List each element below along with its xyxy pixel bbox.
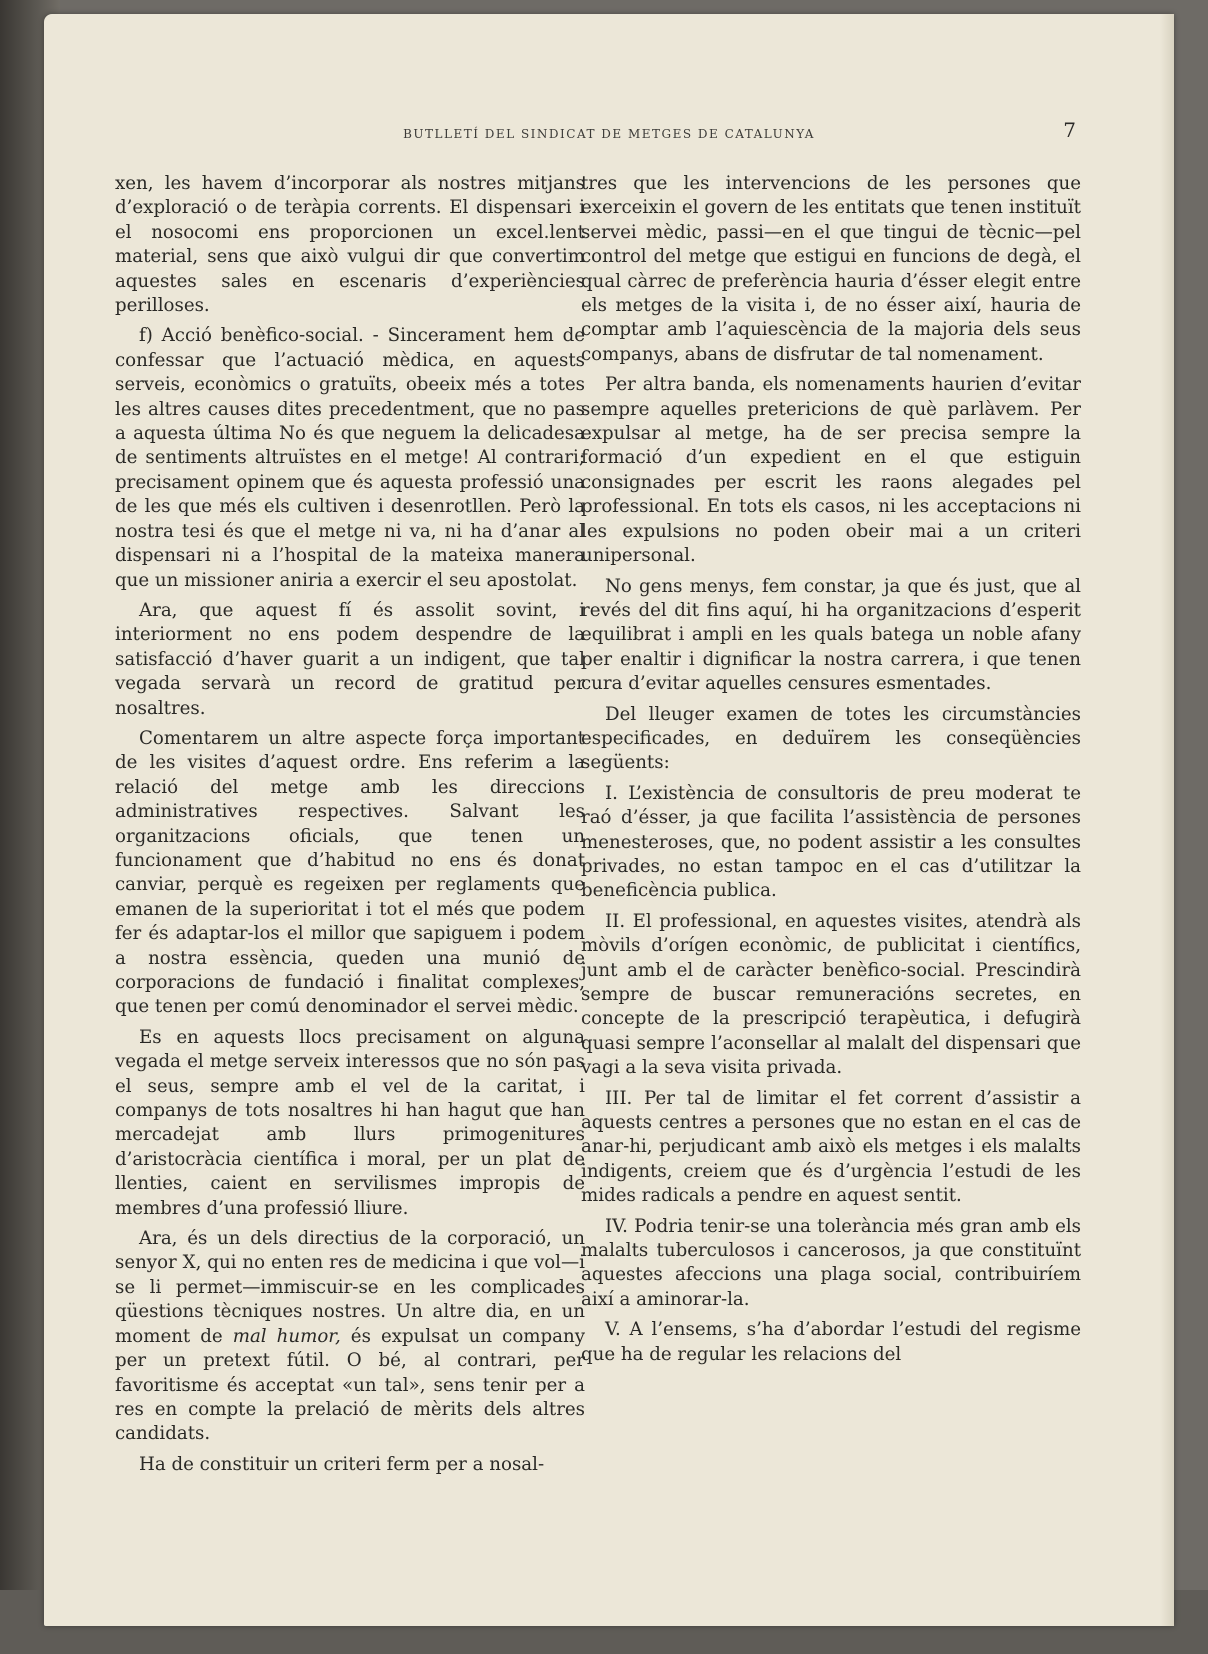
paragraph: Es en aquests llocs precisament on alguna vegada el metge serveix interessos que no són pas el seus, sempre amb el vel de la caritat, i companys de tots nosaltres hi han hagut que han mercadejat amb llurs primogenitures d’aristocràcia científica i moral, per un plat de llenties, caient en servilismes impropis de membres d’una professió lliure.: [115, 1026, 585, 1219]
running-header: BUTLLETÍ DEL SINDICAT DE METGES DE CATALUNYA: [403, 127, 815, 141]
left-column: [115, 172, 585, 1483]
paragraph: xen, les havem d’incorporar als nostres mitjans d’exploració o de teràpia corrents. El dispensari i el nosocomi ens proporcionen un excel.lent material, sens que això vulgui dir que convertim aquestes sales en escenaris d’experiències perilloses.: [115, 173, 585, 317]
paragraph: I. L’existència de consultoris de preu moderat te raó d’ésser, ja que facilita l’assistència de persones menesteroses, que, no podent assistir a les consultes privades, no estan tampoc en el cas d’utilitzar la beneficència publica.: [581, 782, 1081, 902]
paragraph: f) Acció benèfico-social. - Sincerament hem de confessar que l’actuació mèdica, en aquests serveis, econòmics o gratuïts, obeeix més a totes les altres causes dites precedentment, que no pas a aquesta última No és que neguem la delicadesa de sentiments altruïstes en el metge! Al contrari; precisament opinem que és aquesta professió una de les que més els cultiven i desenrotllen. Però la nostra tesi és que el metge ni va, ni ha d’anar al dispensari ni a l’hospital de la mateixa manera que un missioner aniria a exercir el seu apostolat.: [115, 325, 585, 591]
document-page: [44, 14, 1174, 1626]
paragraph: Ara, que aquest fí és assolit sovint, i interiorment no ens podem despendre de la satisfacció d’haver guarit a un indigent, que tal vegada servarà un record de gratitud per nosaltres.: [115, 599, 585, 719]
paragraph-text: és expulsat un company per un pretext fútil. O bé, al contrari, per favoritisme és acceptat «un tal», sens tenir per a res en compte la prelació de mèrits dels altres candidats.: [115, 1325, 585, 1445]
page-edge: [1160, 14, 1174, 1626]
paragraph: IV. Podria tenir-se una tolerància més gran amb els malalts tuberculosos i cancerosos, ja que constituïnt aquestes afeccions una plaga social, contribuiríem així a aminorar-la.: [581, 1215, 1081, 1310]
page-number: 7: [1063, 118, 1076, 142]
paragraph: Comentarem un altre aspecte força important de les visites d’aquest ordre. Ens referim a la relació del metge amb les direccions administratives respectives. Salvant les organitzacions oficials, que tenen un funcionament que d’habitud no ens és donat canviar, perquè es regeixen per reglaments que emanen de la superioritat i tot el més que podem fer és adaptar-los el millor que sapiguem i podem a nostra essència, queden una munió de corporacions de fundació i finalitat complexes, que tenen per comú denominador el servei mèdic.: [115, 727, 585, 1018]
paragraph-text: Ara, és un dels directius de la corporació, un senyor X, qui no enten res de medicina i que vol—i se li permet—immiscuir-se en les complicades qüestions tècniques nostres. Un altre dia, en un moment de: [115, 1228, 585, 1347]
paragraph: tres que les intervencions de les persones que exerceixin el govern de les entitats que tenen instituït servei mèdic, passi—en el que tingui de tècnic—pel control del metge que estigui en funcions de degà, el qual càrrec de preferència hauria d’ésser elegit entre els metges de la visita i, de no ésser així, hauria de comptar amb l’aquiescència de la majoria dels seus companys, abans de disfrutar de tal nomenament.: [581, 173, 1081, 365]
right-column: [581, 172, 1081, 1373]
italic-phrase: mal humor,: [232, 1325, 341, 1347]
paragraph: [115, 1227, 585, 1447]
paragraph: III. Per tal de limitar el fet corrent d’assistir a aquests centres a persones que no estan en el cas de anar-hi, perjudicant amb això els metges i els malalts indigents, creiem que és d’urgència l’estudi de les mides radicals a pendre en aquest sentit.: [581, 1087, 1081, 1207]
paragraph: Per altra banda, els nomenaments haurien d’evitar sempre aquelles pretericions de què parlàvem. Per expulsar al metge, ha de ser precisa sempre la formació d’un expedient en el que estiguin consignades per escrit les raons alegades pel professional. En tots els casos, ni les acceptacions ni les expulsions no poden obeir mai a un criteri unipersonal.: [581, 374, 1081, 567]
paragraph: Ha de constituir un criteri ferm per a nosal-: [139, 1453, 545, 1475]
paragraph: No gens menys, fem constar, ja que és just, que al revés del dit fins aquí, hi ha organitzacions d’esperit equilibrat i ampli en les quals batega un noble afany per enaltir i dignificar la nostra carrera, i que tenen cura d’evitar aquelles censures esmentades.: [581, 575, 1081, 695]
paragraph: Del lleuger examen de totes les circumstàncies especificades, en deduïrem les conseqüències següents:: [581, 703, 1081, 774]
paragraph: V. A l’ensems, s’ha d’abordar l’estudi del regisme que ha de regular les relacions del: [581, 1319, 1081, 1365]
paragraph: II. El professional, en aquestes visites, atendrà als mòvils d’orígen econòmic, de publicitat i científics, junt amb el de caràcter benèfico-social. Prescindirà sempre de buscar remuneracións secretes, en concepte de la prescripció terapèutica, i defugirà quasi sempre l’aconsellar al malalt del dispensari que vagi a la seva visita privada.: [581, 910, 1081, 1079]
